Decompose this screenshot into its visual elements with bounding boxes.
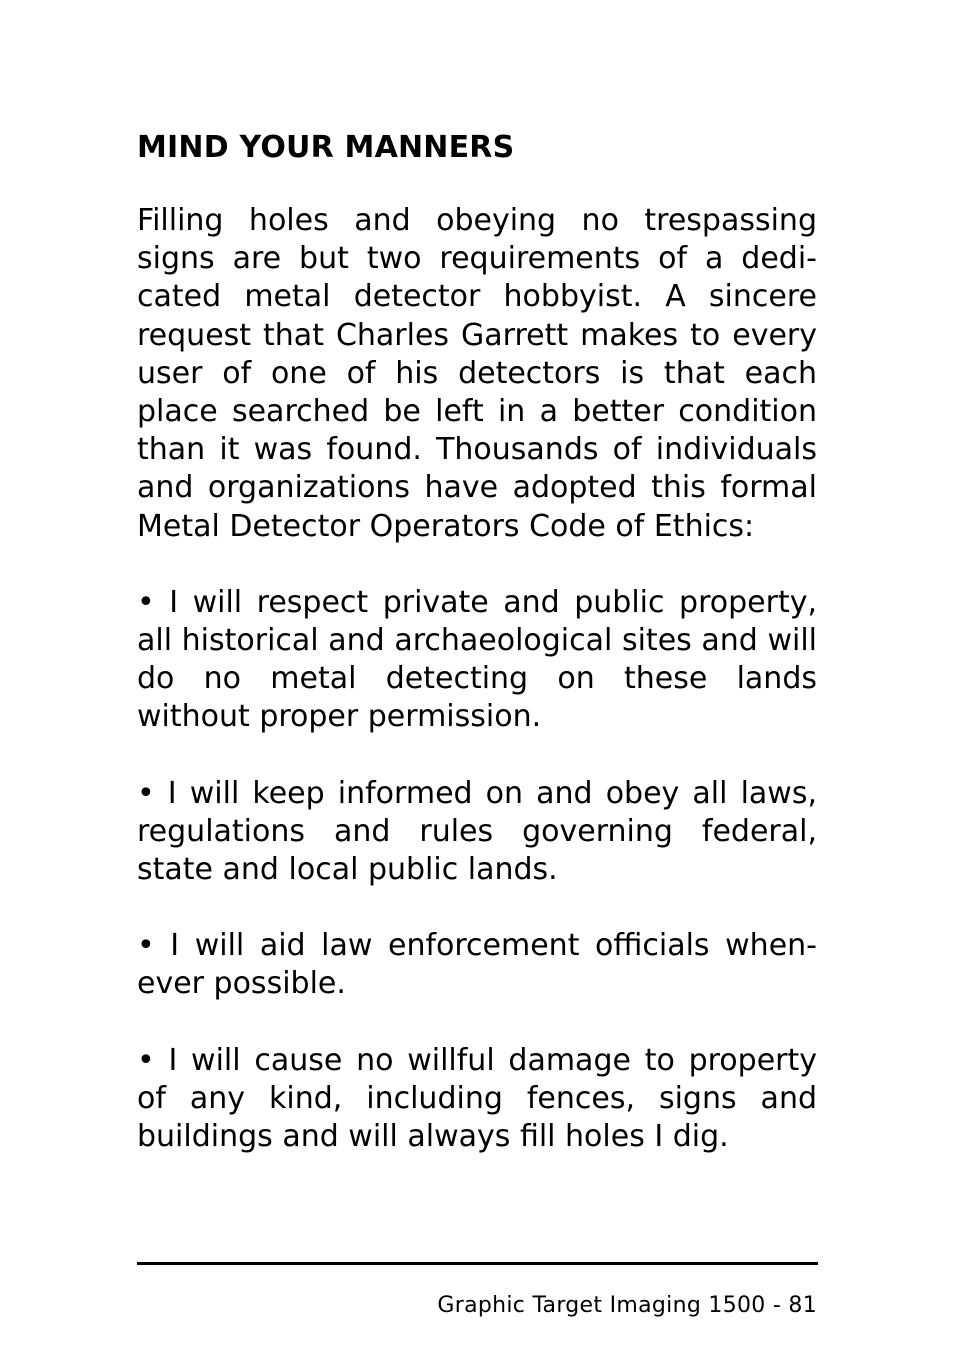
code-of-ethics-item: • I will keep informed on and obey all laws, regulations and rules governing federal, state and local public lands. xyxy=(137,775,817,888)
code-of-ethics-item: • I will cause no willful damage to property of any kind, including fences, signs and buildings and will always fill holes I dig. xyxy=(137,1042,817,1155)
page-content xyxy=(137,128,817,1194)
code-of-ethics-item: • I will respect private and public property, all historical and archaeological sites and will do no metal detecting on these lands without proper permission. xyxy=(137,584,817,735)
page-footer: Graphic Target Imaging 1500 - 81 xyxy=(437,1293,817,1318)
code-of-ethics-item: • I will aid law enforcement officials whenever possible. xyxy=(137,928,817,1002)
footer-divider xyxy=(137,1262,818,1265)
intro-paragraph: Filling holes and obeying no trespassing signs are but two requirements of a dedicated metal detector hobbyist. A sincere request that Charles Garrett makes to every user of one of his detectors is that each place searched be left in a better condition than it was found. Thousands of individuals and organizations have adopted this formal Metal Detector Operators Code of Ethics: xyxy=(137,203,817,544)
section-heading: MIND YOUR MANNERS xyxy=(137,130,515,165)
